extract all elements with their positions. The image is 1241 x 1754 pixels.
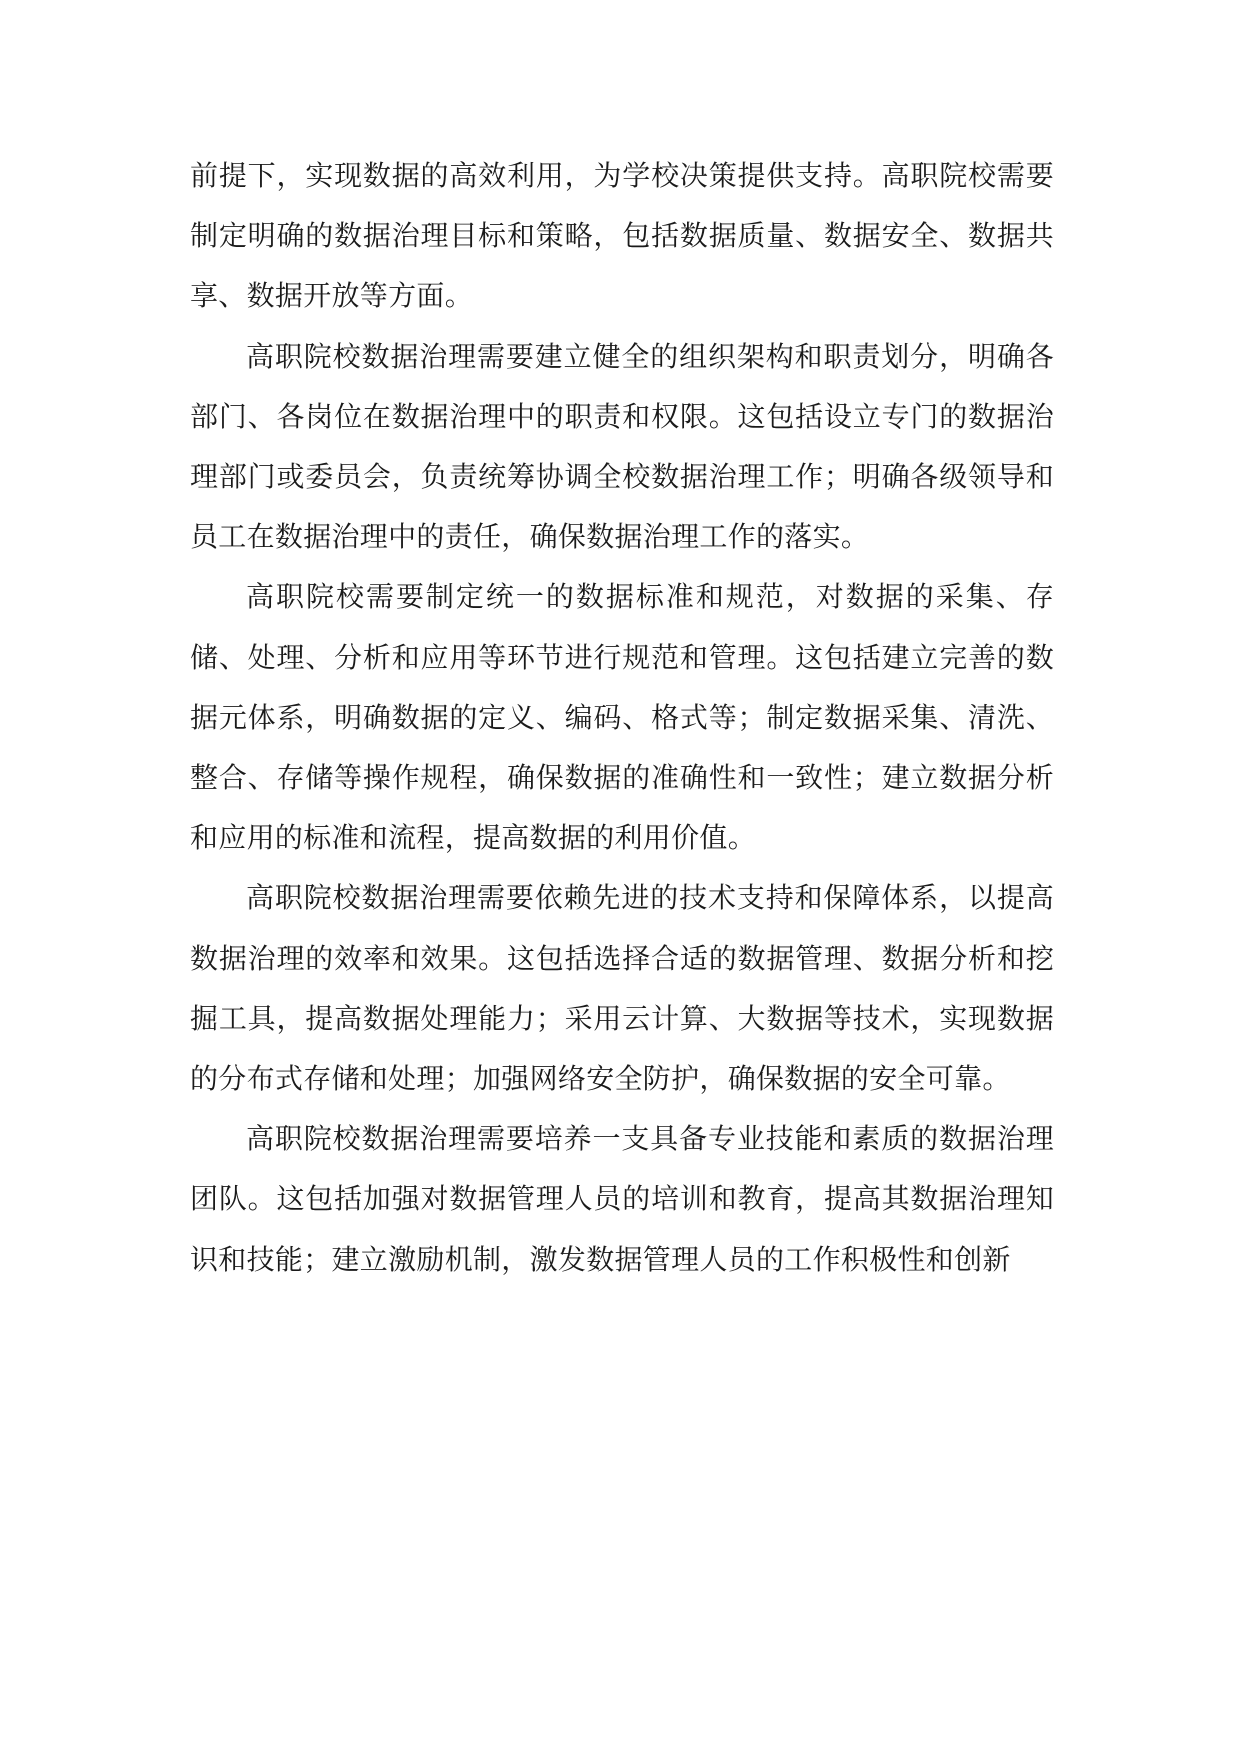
paragraph-2: 高职院校数据治理需要建立健全的组织架构和职责划分，明确各部门、各岗位在数据治理中的职责和权限。这包括设立专门的数据治理部门或委员会，负责统筹协调全校数据治理工作；明确各级领导和员工在数据治理中的责任，确保数据治理工作的落实。 [190,339,1054,554]
paragraph-5: 高职院校数据治理需要培养一支具备专业技能和素质的数据治理团队。这包括加强对数据管理人员的培训和教育，提高其数据治理知识和技能；建立激励机制，激发数据管理人员的工作积极性和创新 [190,1122,1054,1276]
paragraph-4: 高职院校数据治理需要依赖先进的技术支持和保障体系，以提高数据治理的效率和效果。这包括选择合适的数据管理、数据分析和挖掘工具，提高数据处理能力；采用云计算、大数据等技术，实现数据的分布式存储和处理；加强网络安全防护，确保数据的安全可靠。 [190,881,1054,1096]
paragraph-3: 高职院校需要制定统一的数据标准和规范，对数据的采集、存储、处理、分析和应用等环节进行规范和管理。这包括建立完善的数据元体系，明确数据的定义、编码、格式等；制定数据采集、清洗、整合、存储等操作规程，确保数据的准确性和一致性；建立数据分析和应用的标准和流程，提高数据的利用价值。 [190,580,1054,855]
document-body [190,146,1054,1290]
paragraph-1: 前提下，实现数据的高效利用，为学校决策提供支持。高职院校需要制定明确的数据治理目标和策略，包括数据质量、数据安全、数据共享、数据开放等方面。 [190,159,1054,313]
